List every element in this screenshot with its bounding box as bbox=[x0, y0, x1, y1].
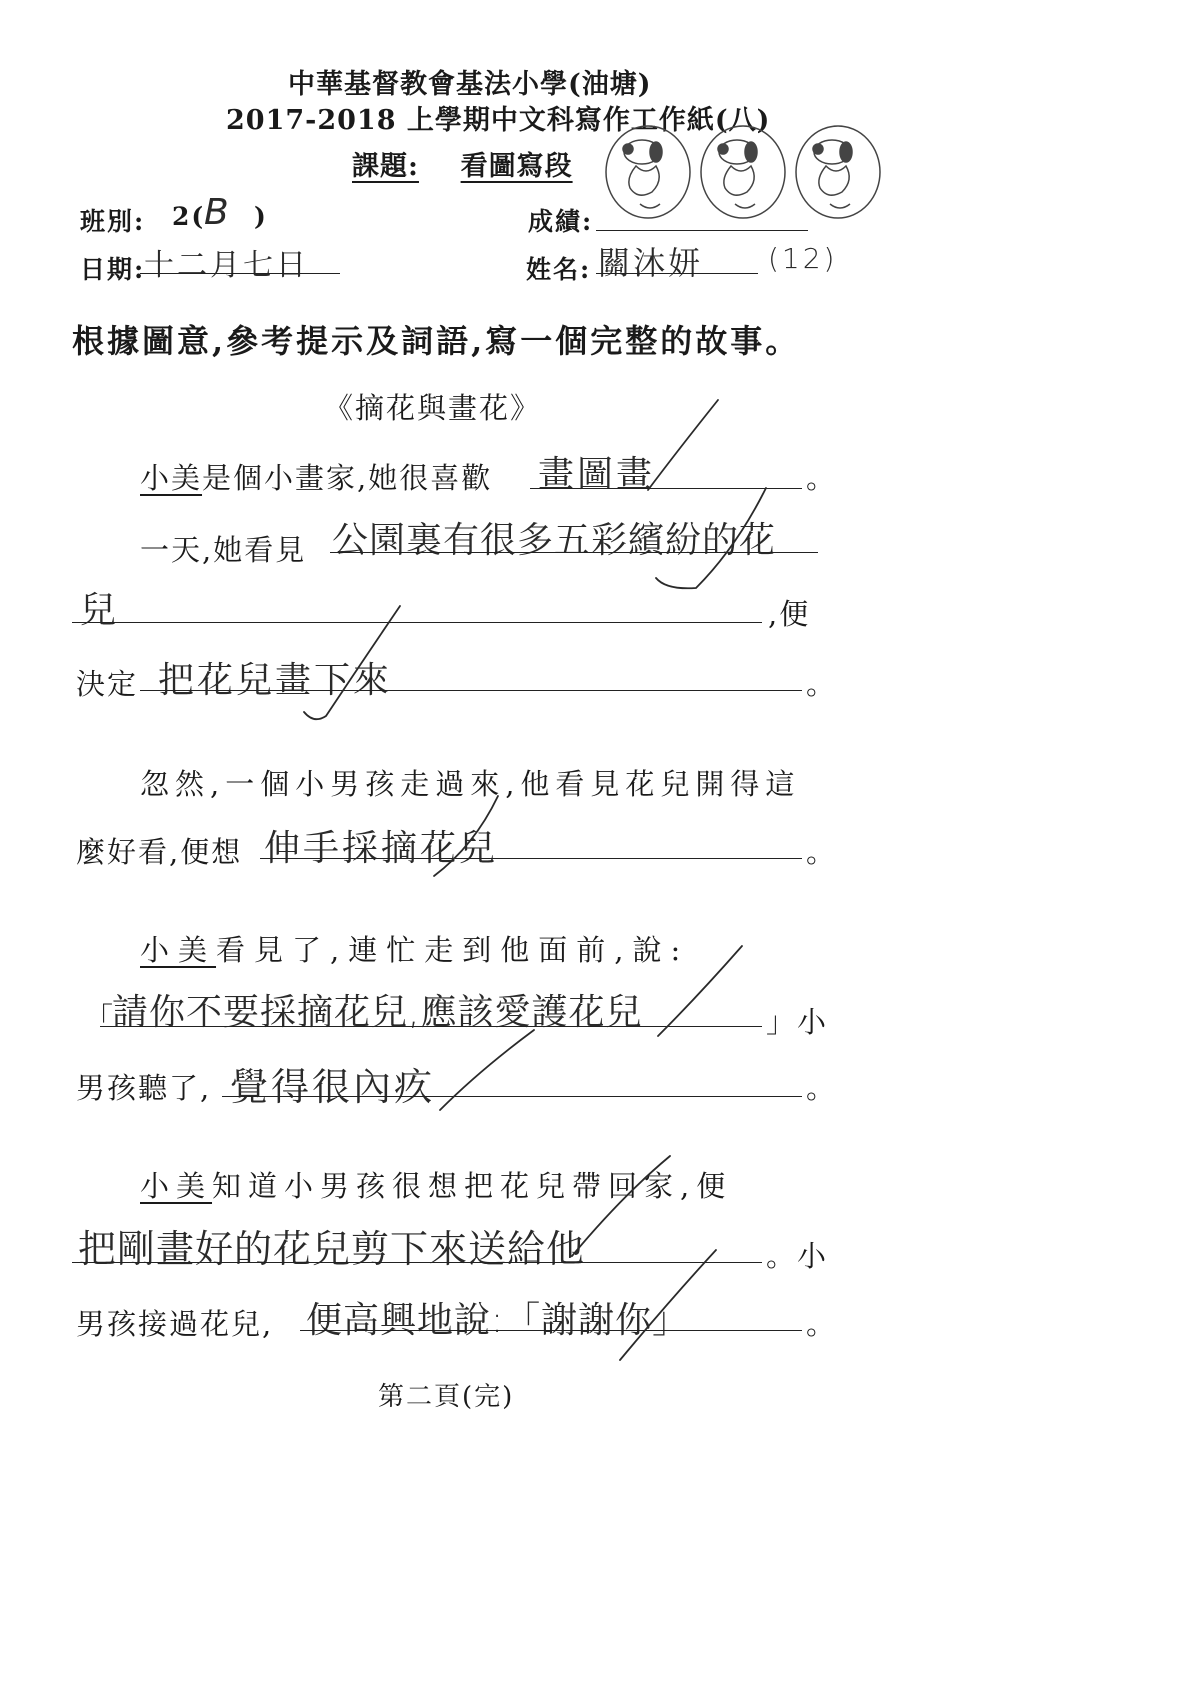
class-label: 班別: bbox=[80, 207, 146, 236]
worksheet-title: 2017-2018 上學期中文科寫作工作紙(八) bbox=[226, 105, 771, 136]
p3-l3-answer: 覺得很內疚 bbox=[230, 1065, 436, 1109]
school-name: 中華基督教會基法小學(油塘) bbox=[288, 69, 652, 100]
check-mark-4 bbox=[434, 796, 498, 876]
p3-l1-text: 看見了,連忙走到他面前,說: bbox=[216, 933, 690, 967]
p3-l2-close: 」小 bbox=[766, 1005, 829, 1039]
p1-name: 小美 bbox=[140, 461, 203, 495]
p3-l3-end: 。 bbox=[806, 1071, 838, 1105]
check-mark-8 bbox=[620, 1250, 716, 1360]
check-mark-7 bbox=[572, 1156, 670, 1256]
p1-l1-answer: 畫圖畫 bbox=[538, 454, 656, 495]
p2-l2-end: 。 bbox=[806, 835, 838, 869]
p1-l2-answer: 公園裏有很多五彩繽紛的花 bbox=[332, 520, 777, 561]
story-title: 《摘花與畫花》 bbox=[324, 391, 542, 425]
check-mark-6 bbox=[440, 1030, 534, 1110]
student-number: (12) bbox=[768, 242, 838, 275]
p1-l4-end: 。 bbox=[806, 667, 838, 701]
p1-l3-answer: 兒 bbox=[80, 590, 120, 631]
p4-l2-end: 。小 bbox=[766, 1239, 829, 1273]
date-value: 十二月七日 bbox=[144, 248, 309, 283]
name-value: 關沐妍 bbox=[598, 244, 704, 282]
p4-l2-answer: 把剛畫好的花兒剪下來送給他 bbox=[78, 1227, 586, 1271]
check-mark-3 bbox=[304, 606, 400, 719]
check-mark-1 bbox=[648, 400, 718, 490]
topic-value: 看圖寫段 bbox=[460, 151, 573, 182]
p1-l3-end: ,便 bbox=[768, 597, 811, 631]
date-label: 日期: bbox=[80, 255, 146, 284]
p4-l3-end: 。 bbox=[806, 1307, 838, 1341]
p1-l1-end: 。 bbox=[806, 461, 838, 495]
p1-line4: 決定 bbox=[76, 667, 139, 701]
p4-name: 小美 bbox=[140, 1169, 213, 1203]
page-footer: 第二頁(完) bbox=[378, 1382, 515, 1412]
class-prefix: 2( bbox=[172, 202, 206, 231]
check-mark-2 bbox=[656, 488, 766, 588]
p4-line3: 男孩接過花兒, bbox=[76, 1307, 274, 1341]
p3-l2-open: 「 bbox=[84, 1001, 116, 1035]
p4-l1-text: 知道小男孩很想把花兒帶回家,便 bbox=[212, 1169, 733, 1203]
p1-l1-text: 是個小畫家,她很喜歡 bbox=[202, 461, 493, 495]
p1-line2: 一天,她看見 bbox=[140, 533, 307, 567]
p2-line2: 麼好看,便想 bbox=[76, 835, 243, 869]
grade-label: 成績: bbox=[528, 207, 594, 236]
name-label: 姓名: bbox=[526, 255, 592, 284]
topic-label: 課題: bbox=[352, 151, 419, 182]
p3-line3: 男孩聽了, bbox=[76, 1071, 212, 1105]
p1-l4-answer: 把花兒畫下來 bbox=[158, 660, 393, 701]
instruction: 根據圖意,參考提示及詞語,寫一個完整的故事。 bbox=[72, 322, 801, 360]
class-suffix: ) bbox=[254, 202, 268, 231]
p3-l2-answer: 請你不要採摘花兒,應該愛護花兒 bbox=[112, 992, 643, 1033]
p2-line1: 忽然,一個小男孩走過來,他看見花兒開得這 bbox=[140, 767, 801, 801]
p3-name: 小美 bbox=[140, 933, 217, 967]
p2-l2-answer: 伸手採摘花兒 bbox=[264, 828, 499, 869]
class-value: B bbox=[204, 192, 232, 233]
check-mark-5 bbox=[658, 946, 742, 1036]
p4-l3-answer: 便高興地說:「謝謝你」 bbox=[306, 1300, 690, 1341]
